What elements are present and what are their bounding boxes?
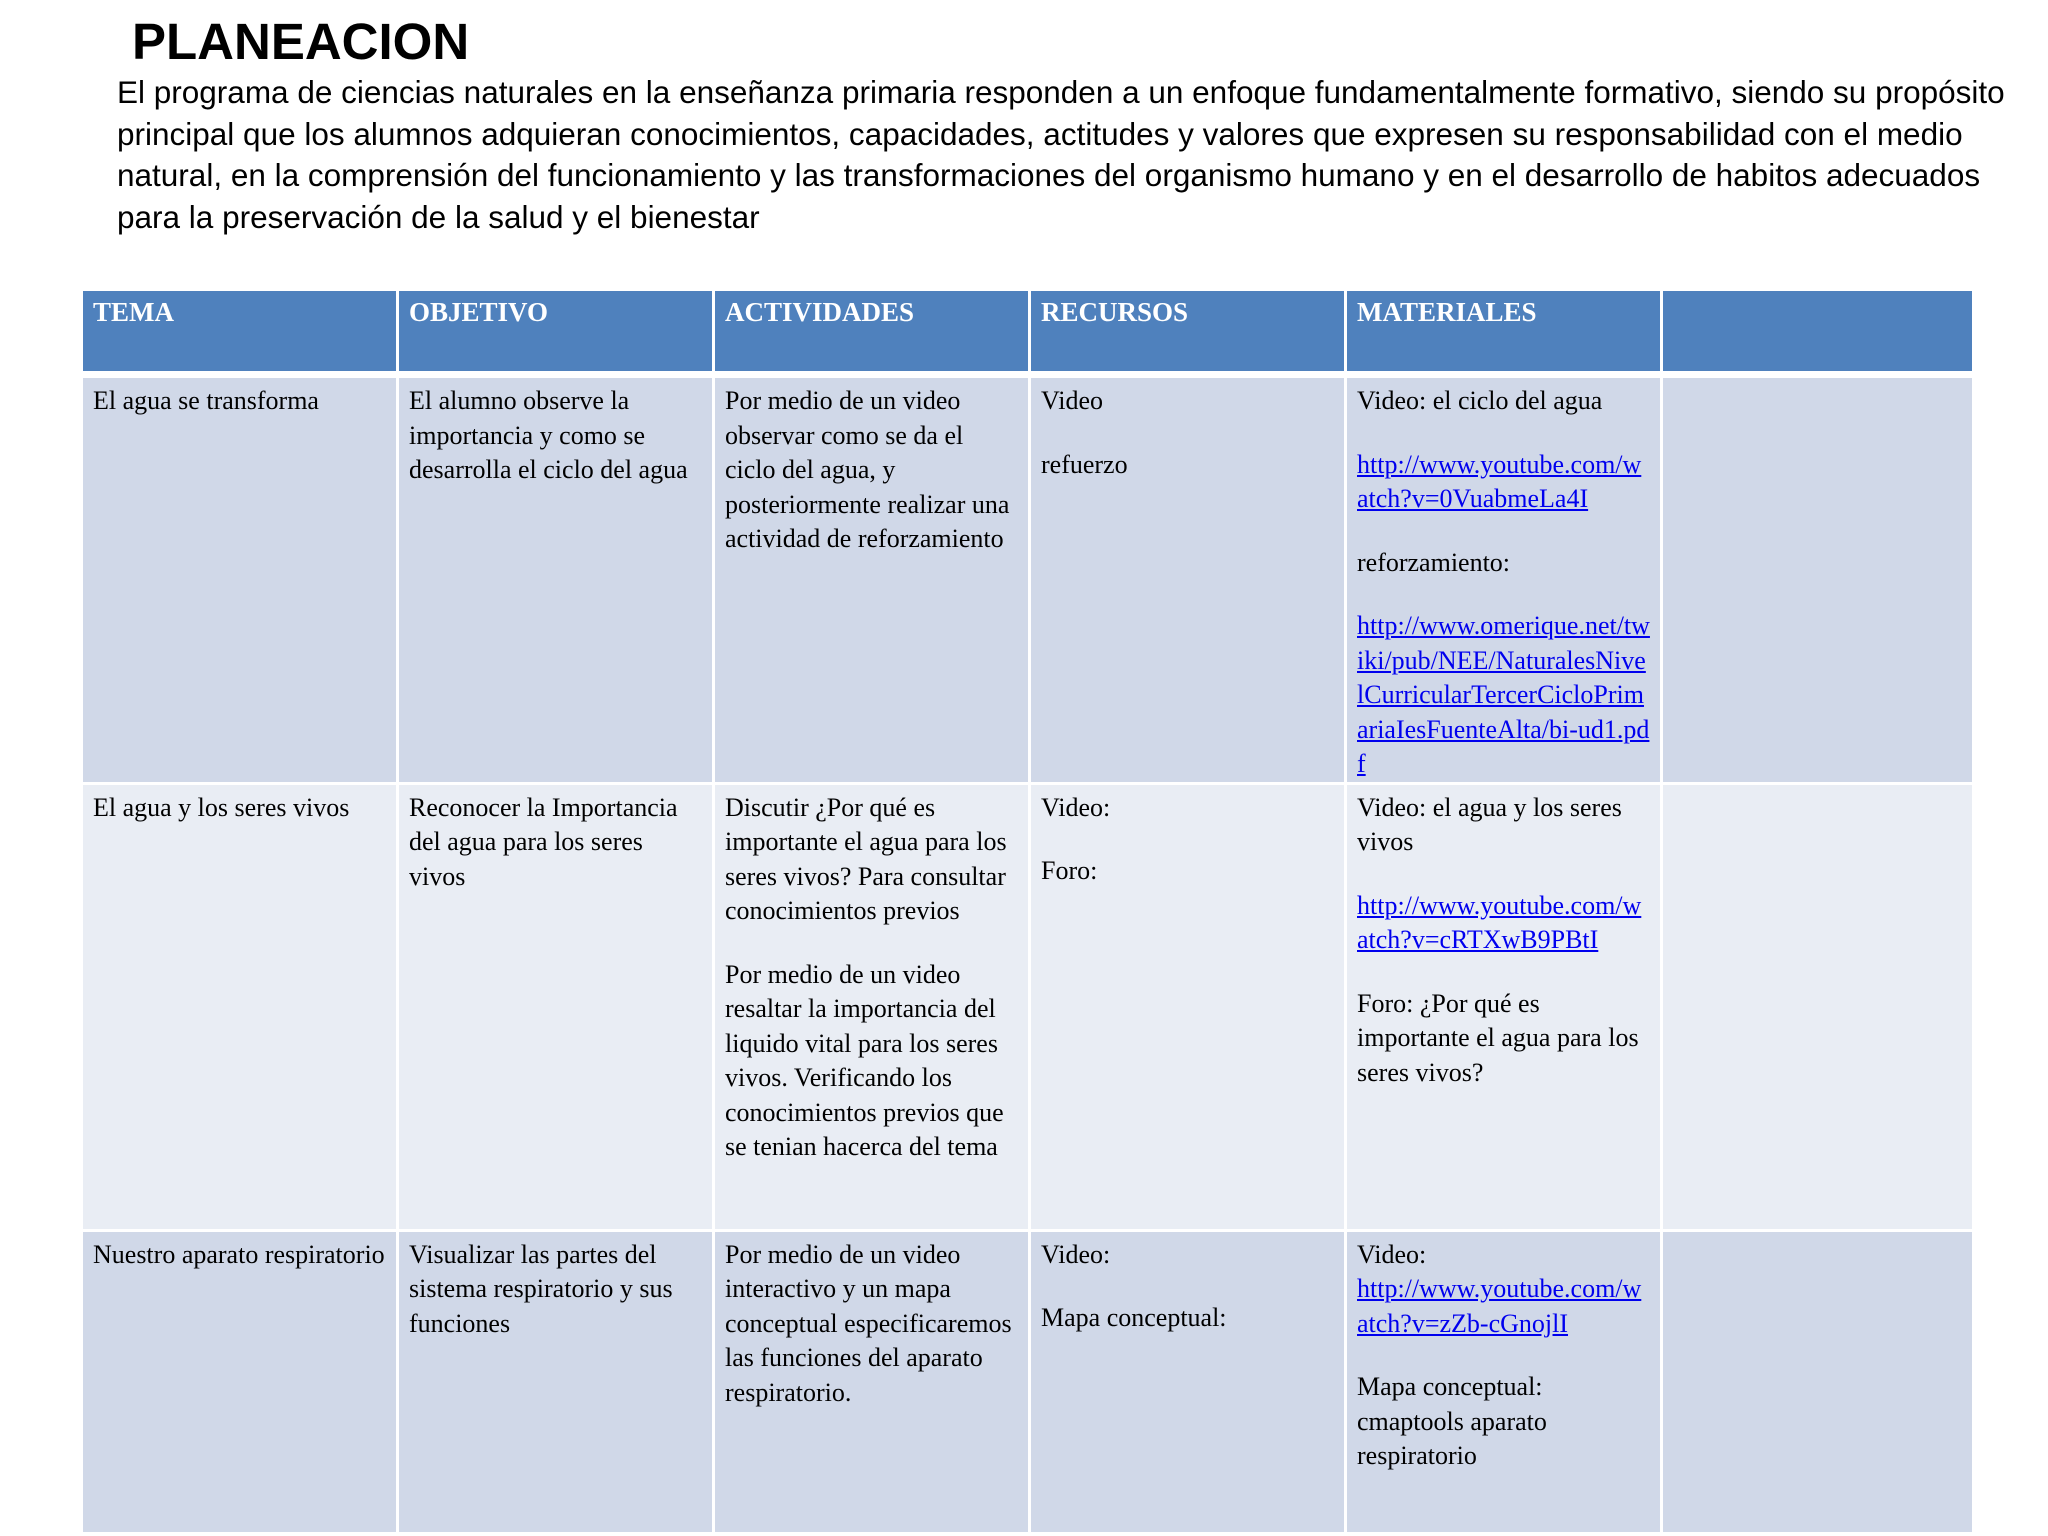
header-objetivo: OBJETIVO [398, 290, 714, 375]
objetivo-text: Reconocer la Importancia del agua para los seres vivos [409, 792, 678, 891]
header-materiales: MATERIALES [1346, 290, 1662, 375]
objetivo-text: Visualizar las partes del sistema respiratorio y sus funciones [409, 1239, 673, 1338]
objetivo-text: El alumno observe la importancia y como se desarrolla el ciclo del agua [409, 386, 688, 484]
material-text: reforzamiento: [1357, 547, 1511, 577]
actividades-text: Por medio de un video resaltar la importancia del liquido vital para los seres vivos. Verificando los conocimientos previos que se tenian hacerca del tema [725, 959, 1004, 1161]
table-row [82, 1230, 1974, 1533]
recurso-text: refuerzo [1041, 449, 1128, 479]
page-title: PLANEACION [132, 13, 470, 70]
table-row [82, 783, 1974, 1230]
header-actividades: ACTIVIDADES [714, 290, 1030, 375]
recurso-text: Video [1041, 386, 1103, 415]
cell-recursos [1030, 375, 1346, 784]
tema-text: Nuestro aparato respiratorio [93, 1239, 385, 1269]
pdf-link[interactable]: http://www.omerique.net/twiki/pub/NEE/NaturalesNivelCurricularTercerCicloPrimariaIesFuenteAlta/bi-ud1.pdf [1357, 611, 1650, 778]
material-text: Foro: ¿Por qué es importante el agua para los seres vivos? [1357, 988, 1639, 1087]
intro-paragraph: El programa de ciencias naturales en la enseñanza primaria responden a un enfoque fundamentalmente formativo, siendo su propósito principal que los alumnos adquieran conocimientos, capacidades, actitudes y valores que expresen su responsabilidad con el medio natural, en la comprensión del funcionamiento y las transformaciones del organismo humano y en el desarrollo de habitos adecuados para la preservación de la salud y el bienestar [117, 74, 2005, 235]
table-row [82, 375, 1974, 784]
header-tema: TEMA [82, 290, 398, 375]
material-text: Mapa conceptual: cmaptools aparato respiratorio [1357, 1372, 1547, 1470]
cell-tema [82, 1230, 398, 1533]
recurso-text: Foro: [1041, 856, 1098, 885]
cell-recursos [1030, 1230, 1346, 1533]
material-text: Video: el ciclo del agua [1357, 386, 1603, 415]
cell-extra [1662, 375, 1974, 784]
video-link[interactable]: http://www.youtube.com/watch?v=cRTXwB9PBtI [1357, 890, 1642, 954]
video-link[interactable]: http://www.youtube.com/watch?v=0VuabmeLa4I [1357, 449, 1642, 513]
cell-materiales [1346, 375, 1662, 784]
material-text: Video: [1357, 1239, 1427, 1269]
header-empty [1662, 290, 1974, 375]
cell-recursos [1030, 783, 1346, 1230]
recurso-text: Mapa conceptual: [1041, 1303, 1227, 1332]
cell-objetivo [398, 783, 714, 1230]
cell-objetivo [398, 1230, 714, 1533]
table-header-row [82, 290, 1974, 375]
video-link[interactable]: http://www.youtube.com/watch?v=zZb-cGnojlI [1357, 1274, 1642, 1338]
cell-extra [1662, 783, 1974, 1230]
recurso-text: Video: [1041, 792, 1111, 822]
cell-actividades [714, 783, 1030, 1230]
tema-text: El agua se transforma [93, 386, 319, 415]
cell-actividades [714, 375, 1030, 784]
tema-text: El agua y los seres vivos [93, 792, 350, 822]
header-recursos: RECURSOS [1030, 290, 1346, 375]
actividades-text: Por medio de un video observar como se da el ciclo del agua, y posteriormente realizar una actividad de reforzamiento [725, 386, 1010, 553]
cell-materiales [1346, 1230, 1662, 1533]
cell-materiales [1346, 783, 1662, 1230]
material-text: Video: el agua y los seres vivos [1357, 792, 1622, 856]
cell-extra [1662, 1230, 1974, 1533]
recurso-text: Video: [1041, 1239, 1111, 1269]
cell-tema [82, 783, 398, 1230]
cell-tema [82, 375, 398, 784]
actividades-text: Discutir ¿Por qué es importante el agua para los seres vivos? Para consultar conocimientos previos [725, 792, 1007, 925]
cell-objetivo [398, 375, 714, 784]
actividades-text: Por medio de un video interactivo y un mapa conceptual especificaremos las funciones del aparato respiratorio. [725, 1239, 1012, 1407]
planning-table [80, 288, 1975, 1535]
cell-actividades [714, 1230, 1030, 1533]
